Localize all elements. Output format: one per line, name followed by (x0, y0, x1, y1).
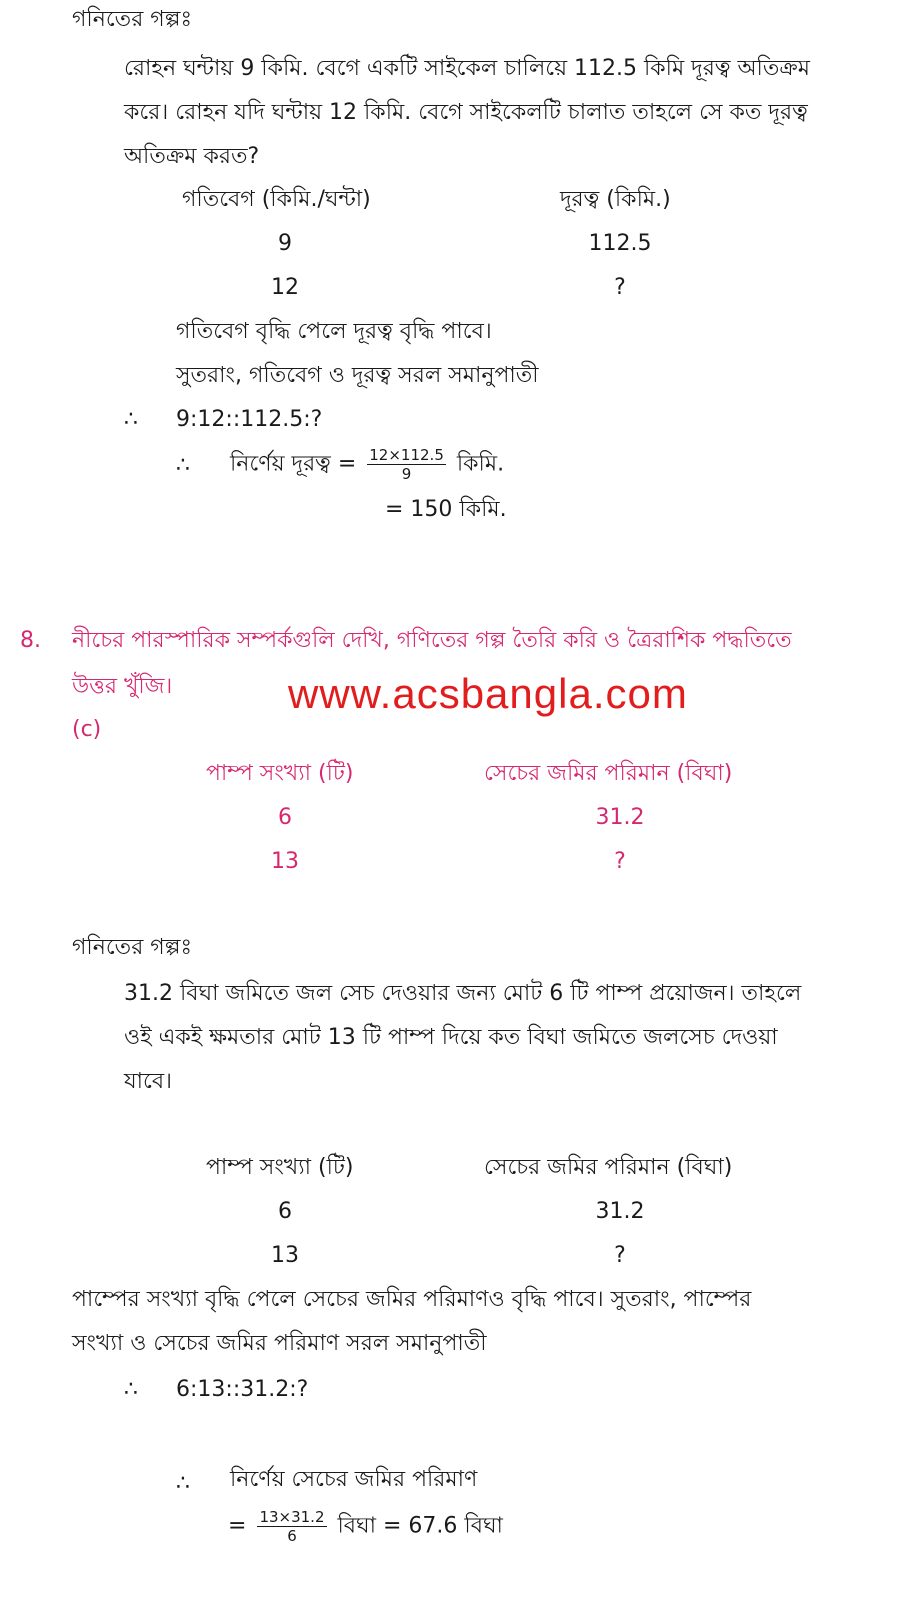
proportion: 6:13::31.2:? (176, 1377, 309, 1402)
reasoning-line: পাম্পের সংখ্যা বৃদ্ধি পেলে সেচের জমির পরিমাণও বৃদ্ধি পাবে। সুতরাং, পাম্পের (72, 1287, 752, 1312)
result: বিঘা = 67.6 বিঘা (337, 1513, 503, 1539)
fraction (367, 446, 446, 483)
table-header-speed: গতিবেগ (কিমি./ঘন্টা) (182, 187, 371, 212)
therefore-symbol: ∴ (124, 1377, 138, 1402)
question-text: নীচের পারস্পারিক সম্পর্কগুলি দেখি, গণিতের গল্প তৈরি করি ও ত্রৈরাশিক পদ্ধতিতে (72, 628, 792, 653)
fraction-numerator: 13×31.2 (259, 1508, 325, 1526)
table-cell: 6 (278, 1199, 292, 1224)
story-heading-2: গনিতের গল্পঃ (72, 935, 193, 960)
watermark: www.acsbangla.com (288, 670, 688, 717)
therefore-symbol: ∴ (124, 407, 138, 432)
table-header-pumps: পাম্প সংখ্যা (টি) (206, 761, 354, 786)
table-header-land: সেচের জমির পরিমান (বিঘা) (484, 1155, 733, 1180)
reasoning-line: সংখ্যা ও সেচের জমির পরিমাণ সরল সমানুপাতী (72, 1331, 487, 1356)
table-cell: ? (614, 1243, 626, 1268)
therefore-symbol: ∴ (176, 453, 190, 478)
table-cell: 13 (271, 1243, 299, 1268)
table-header-distance: দূরত্ব (কিমি.) (560, 187, 671, 212)
table-cell: 31.2 (595, 805, 645, 830)
answer-line (230, 446, 504, 483)
table-cell: ? (614, 849, 626, 874)
equals: = (228, 1513, 247, 1539)
question-text: উত্তর খুঁজি। (72, 674, 173, 699)
story-line: করে। রোহন যদি ঘন্টায় 12 কিমি. বেগে সাইকেলটি চালাত তাহলে সে কত দূরত্ব (124, 100, 808, 125)
table-header-pumps: পাম্প সংখ্যা (টি) (206, 1155, 354, 1180)
reasoning-line: গতিবেগ বৃদ্ধি পেলে দূরত্ব বৃদ্ধি পাবে। (176, 319, 492, 344)
question-number: 8. (20, 628, 41, 653)
story-line: 31.2 বিঘা জমিতে জল সেচ দেওয়ার জন্য মোট 6 টি পাম্প প্রয়োজন। তাহলে (124, 981, 802, 1006)
fraction (257, 1508, 326, 1545)
story-heading-1: গনিতের গল্পঃ (72, 7, 193, 32)
answer-line (228, 1508, 503, 1545)
table-cell: 12 (271, 275, 299, 300)
table-cell: 112.5 (588, 231, 652, 256)
table-cell: 9 (278, 231, 292, 256)
table-cell: ? (614, 275, 626, 300)
table-cell: 13 (271, 849, 299, 874)
therefore-symbol: ∴ (176, 1471, 190, 1496)
story-line: অতিক্রম করত? (124, 144, 260, 169)
table-cell: 31.2 (595, 1199, 645, 1224)
story-line: যাবে। (124, 1069, 173, 1094)
reasoning-line: সুতরাং, গতিবেগ ও দূরত্ব সরল সমানুপাতী (176, 363, 539, 388)
fraction-numerator: 12×112.5 (369, 446, 444, 464)
story-line: ওই একই ক্ষমতার মোট 13 টি পাম্প দিয়ে কত বিঘা জমিতে জলসেচ দেওয়া (124, 1025, 778, 1050)
result: = 150 কিমি. (385, 497, 507, 522)
table-header-land: সেচের জমির পরিমান (বিঘা) (484, 761, 733, 786)
fraction-denominator: 6 (287, 1527, 297, 1545)
story-line: রোহন ঘন্টায় 9 কিমি. বেগে একটি সাইকেল চালিয়ে 112.5 কিমি দূরত্ব অতিক্রম (124, 56, 810, 81)
unit: কিমি. (456, 451, 505, 477)
proportion: 9:12::112.5:? (176, 407, 323, 432)
fraction-denominator: 9 (401, 465, 412, 483)
answer-label: নির্ণেয় সেচের জমির পরিমাণ (230, 1467, 478, 1492)
answer-label: নির্ণেয় দূরত্ব = (230, 451, 357, 477)
part-label: (c) (72, 717, 102, 742)
table-cell: 6 (278, 805, 292, 830)
